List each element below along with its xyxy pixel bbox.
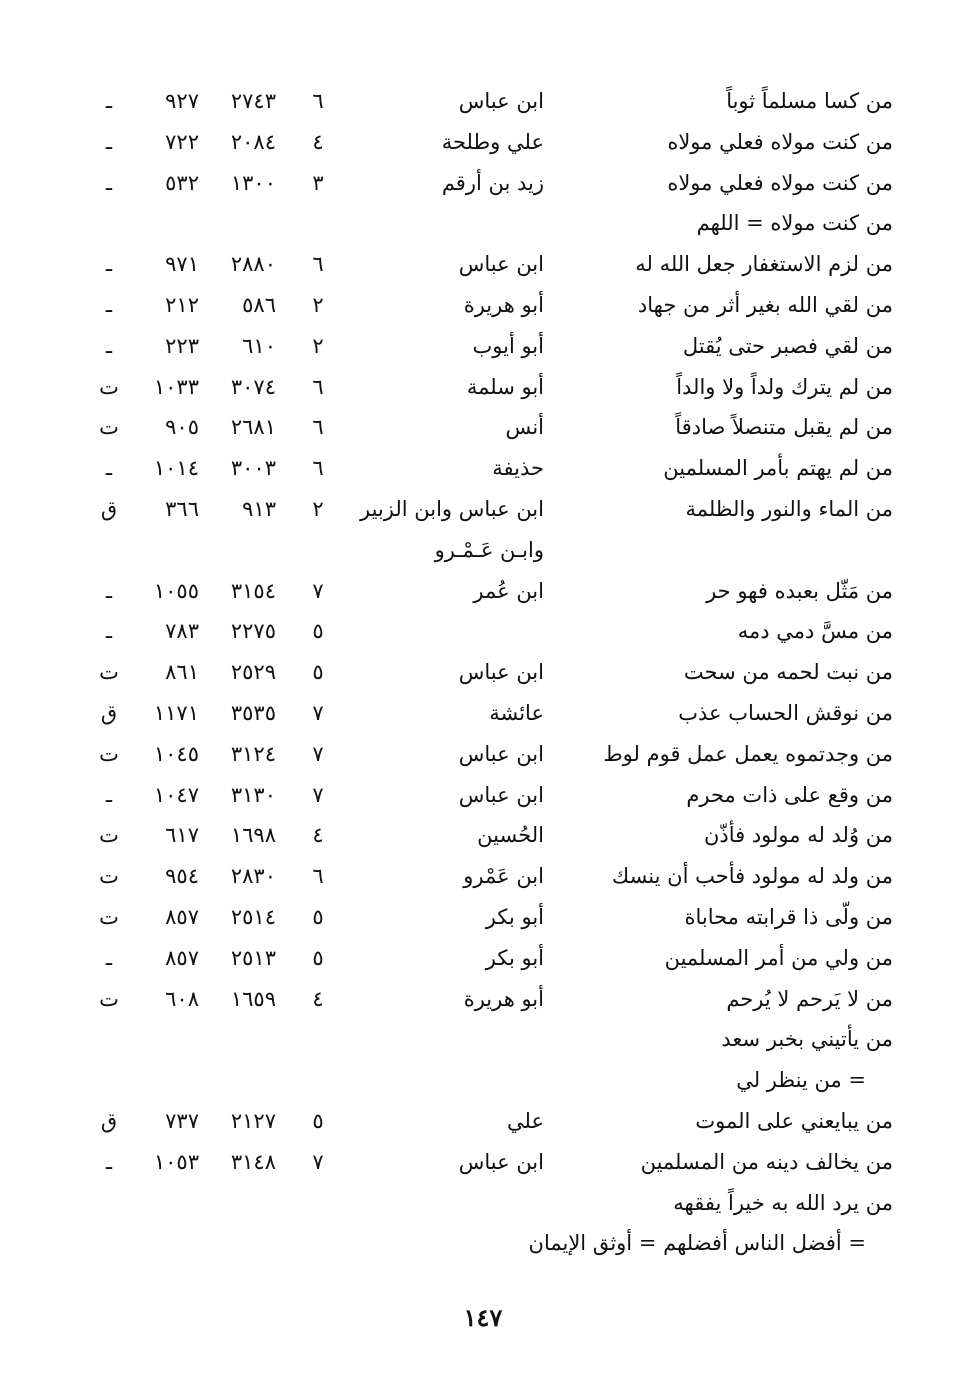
narrator: الحُسين	[477, 823, 544, 848]
page-ref-number: ٨٥٧	[165, 945, 199, 970]
hadith-phrase: من كنت مولاه = اللهم	[696, 211, 893, 236]
hadith-number: ٢٥٢٩	[230, 660, 276, 685]
hadith-phrase: من كسا مسلماً ثوباً	[726, 89, 893, 113]
narrator: ابن عباس	[458, 1149, 544, 1174]
hadith-phrase: = أفضل الناس أفضلهم = أوثق الإيمان	[528, 1231, 866, 1256]
narrator: أبو بكر	[485, 945, 544, 970]
page-ref-number: ٧٨٣	[165, 619, 199, 644]
page-number: ١٤٧	[463, 1303, 503, 1332]
volume-number: ٦	[312, 252, 324, 277]
hadith-number: ٣٠٧٤	[230, 374, 276, 399]
grade-mark: ق	[100, 497, 118, 521]
hadith-number: ١٦٩٨	[230, 823, 276, 848]
volume-number: ٤	[312, 823, 324, 848]
table-row	[0, 122, 966, 162]
table-row	[0, 1101, 966, 1141]
table-row	[0, 407, 966, 447]
page-ref-number: ٢١٢	[165, 293, 199, 317]
page-ref-number: ٧٢٢	[165, 129, 199, 154]
narrator: زيد بن أرقم	[441, 170, 544, 195]
grade-mark: ـ	[105, 782, 113, 807]
grade-mark: ت	[99, 864, 119, 889]
table-row	[0, 1060, 966, 1100]
hadith-phrase: من يبايعني على الموت	[695, 1109, 893, 1133]
volume-number: ٥	[312, 660, 324, 685]
page-ref-number: ٩٧١	[165, 252, 199, 277]
hadith-number: ٢٥١٤	[230, 905, 276, 929]
narrator: عائشة	[489, 701, 544, 725]
page-ref-number: ٩٥٤	[165, 864, 199, 889]
hadith-phrase: من الماء والنور والظلمة	[685, 497, 893, 521]
grade-mark: ـ	[105, 945, 113, 970]
volume-number: ٤	[312, 129, 324, 154]
page-ref-number: ١٠١٤	[153, 456, 199, 481]
narrator: وابـن عَـمْـرو	[434, 537, 544, 562]
hadith-phrase: من ولد له مولود فأحب أن ينسك	[611, 864, 893, 889]
grade-mark: ت	[99, 660, 119, 685]
page-ref-number: ٨٦١	[165, 660, 199, 685]
page-ref-number: ٦٠٨	[165, 986, 199, 1011]
grade-mark: ت	[99, 374, 119, 399]
narrator: أبو سلمة	[466, 374, 544, 399]
hadith-phrase: من لا يَرحم لا يُرحم	[726, 986, 893, 1011]
table-row	[0, 938, 966, 978]
hadith-number: ٢٥١٣	[230, 945, 276, 970]
table-row	[0, 367, 966, 407]
volume-number: ٧	[312, 701, 324, 725]
narrator: ابن عباس	[458, 89, 544, 113]
narrator: أبو هريرة	[463, 293, 544, 317]
table-row	[0, 285, 966, 325]
grade-mark: ت	[99, 741, 119, 766]
volume-number: ٦	[312, 456, 324, 481]
hadith-phrase: من نبت لحمه من سحت	[683, 660, 893, 685]
hadith-number: ١٦٥٩	[230, 986, 276, 1011]
hadith-number: ٢٨٣٠	[230, 864, 276, 889]
hadith-number: ٢٧٤٣	[230, 89, 276, 113]
volume-number: ٧	[312, 578, 324, 603]
table-row	[0, 652, 966, 692]
page-ref-number: ١١٧١	[153, 701, 199, 725]
hadith-phrase: = من ينظر لي	[736, 1068, 866, 1093]
table-row	[0, 1223, 966, 1263]
narrator: علي وطلحة	[441, 129, 544, 154]
volume-number: ٥	[312, 1109, 324, 1133]
hadith-number: ١٣٠٠	[230, 170, 276, 195]
grade-mark: ـ	[105, 252, 113, 277]
grade-mark: ت	[99, 415, 119, 440]
hadith-phrase: من لم يهتم بأمر المسلمين	[663, 456, 893, 481]
volume-number: ٢	[312, 497, 324, 521]
hadith-number: ٣١٤٨	[230, 1149, 276, 1174]
hadith-number: ٦١٠	[242, 333, 276, 358]
grade-mark: ـ	[105, 619, 113, 644]
volume-number: ٤	[312, 986, 324, 1011]
table-row	[0, 1183, 966, 1223]
table-row	[0, 326, 966, 366]
table-row	[0, 775, 966, 815]
page-ref-number: ٧٣٧	[165, 1109, 199, 1133]
narrator: أبو أيوب	[472, 333, 544, 358]
hadith-number: ٣١٥٤	[230, 578, 276, 603]
hadith-number: ٣١٣٠	[230, 782, 276, 807]
page-ref-number: ٩٠٥	[165, 415, 199, 440]
hadith-phrase: من وُلد له مولود فأذّن	[703, 823, 893, 848]
volume-number: ٥	[312, 945, 324, 970]
volume-number: ٦	[312, 89, 324, 113]
page-ref-number: ١٠٤٥	[153, 741, 199, 766]
grade-mark: ق	[100, 701, 118, 725]
table-row	[0, 897, 966, 937]
narrator: ابن عباس	[458, 741, 544, 766]
hadith-phrase: من كنت مولاه فعلي مولاه	[667, 170, 893, 195]
grade-mark: ـ	[105, 170, 113, 195]
table-row	[0, 693, 966, 733]
hadith-phrase: من ولي من أمر المسلمين	[664, 945, 893, 970]
page-ref-number: ١٠٥٥	[153, 578, 199, 603]
page-ref-number: ٢٢٣	[165, 333, 199, 358]
hadith-phrase: من ولّى ذا قرابته محاباة	[684, 905, 893, 929]
grade-mark: ـ	[105, 456, 113, 481]
hadith-number: ٩١٣	[242, 497, 276, 521]
table-row	[0, 81, 966, 121]
hadith-phrase: من لقي فصبر حتى يُقتل	[682, 333, 893, 358]
page-ref-number: ٥٣٢	[165, 170, 199, 195]
hadith-number: ٢٠٨٤	[230, 129, 276, 154]
volume-number: ٥	[312, 905, 324, 929]
grade-mark: ـ	[105, 333, 113, 358]
table-row	[0, 734, 966, 774]
table-row	[0, 530, 966, 570]
volume-number: ٣	[312, 170, 324, 195]
narrator: حذيفة	[492, 456, 544, 481]
table-row	[0, 203, 966, 243]
volume-number: ٦	[312, 415, 324, 440]
grade-mark: ـ	[105, 129, 113, 154]
hadith-phrase: من وجدتموه يعمل عمل قوم لوط	[603, 741, 893, 766]
volume-number: ٧	[312, 1149, 324, 1174]
table-row	[0, 815, 966, 855]
hadith-number: ٢٢٧٥	[230, 619, 276, 644]
hadith-number: ٣٥٣٥	[230, 701, 276, 725]
volume-number: ٧	[312, 741, 324, 766]
narrator: ابن عباس وابن الزبير	[360, 497, 544, 521]
page-ref-number: ٣٦٦	[165, 497, 199, 521]
volume-number: ٥	[312, 619, 324, 644]
narrator: ابن عباس	[458, 252, 544, 277]
hadith-phrase: من لم يترك ولداً ولا والداً	[676, 374, 893, 399]
narrator: ابن عُمر	[473, 578, 544, 603]
hadith-phrase: من يأتيني بخبر سعد	[721, 1027, 893, 1052]
narrator: ابن عباس	[458, 782, 544, 807]
hadith-phrase: من نوقش الحساب عذب	[678, 701, 893, 725]
grade-mark: ـ	[105, 578, 113, 603]
table-row	[0, 448, 966, 488]
grade-mark: ـ	[105, 89, 113, 113]
table-row	[0, 571, 966, 611]
grade-mark: ت	[99, 823, 119, 848]
page-ref-number: ١٠٤٧	[153, 782, 199, 807]
page-ref-number: ٦١٧	[165, 823, 199, 848]
grade-mark: ـ	[105, 293, 113, 317]
hadith-phrase: من يخالف دينه من المسلمين	[640, 1149, 893, 1174]
hadith-number: ٣٠٠٣	[230, 456, 276, 481]
table-row	[0, 163, 966, 203]
grade-mark: ق	[100, 1109, 118, 1133]
hadith-phrase: من لقي الله بغير أثر من جهاد	[637, 293, 893, 317]
hadith-phrase: من وقع على ذات محرم	[686, 782, 893, 807]
table-row	[0, 1019, 966, 1059]
table-row	[0, 611, 966, 651]
page-ref-number: ١٠٣٣	[153, 374, 199, 399]
volume-number: ٢	[312, 333, 324, 358]
narrator: ابن عَمْرو	[463, 864, 544, 889]
grade-mark: ت	[99, 986, 119, 1011]
table-row	[0, 979, 966, 1019]
page-ref-number: ٩٢٧	[165, 89, 199, 113]
grade-mark: ـ	[105, 1149, 113, 1174]
page-ref-number: ٨٥٧	[165, 905, 199, 929]
narrator: أبو بكر	[485, 905, 544, 929]
volume-number: ٢	[312, 293, 324, 317]
hadith-number: ٢٦٨١	[230, 415, 276, 440]
grade-mark: ت	[99, 905, 119, 929]
hadith-number: ٣١٢٤	[230, 741, 276, 766]
volume-number: ٦	[312, 864, 324, 889]
hadith-phrase: من كنت مولاه فعلي مولاه	[667, 129, 893, 154]
table-row	[0, 856, 966, 896]
table-row	[0, 1142, 966, 1182]
volume-number: ٧	[312, 782, 324, 807]
hadith-phrase: من لزم الاستغفار جعل الله له	[635, 252, 893, 277]
hadith-phrase: من مَثّل بعبده فهو حر	[706, 578, 893, 603]
narrator: أنس	[505, 415, 544, 440]
hadith-phrase: من لم يقبل متنصلاً صادقاً	[675, 415, 893, 440]
hadith-number: ٥٨٦	[242, 293, 276, 317]
narrator: ابن عباس	[458, 660, 544, 685]
table-row	[0, 489, 966, 529]
narrator: علي	[507, 1109, 544, 1133]
hadith-phrase: من مسَّ دمي دمه	[737, 619, 893, 644]
narrator: أبو هريرة	[463, 986, 544, 1011]
hadith-number: ٢٨٨٠	[230, 252, 276, 277]
hadith-number: ٢١٢٧	[230, 1109, 276, 1133]
hadith-phrase: من يرد الله به خيراً يفقهه	[673, 1190, 893, 1215]
page-ref-number: ١٠٥٣	[153, 1149, 199, 1174]
volume-number: ٦	[312, 374, 324, 399]
table-row	[0, 244, 966, 284]
